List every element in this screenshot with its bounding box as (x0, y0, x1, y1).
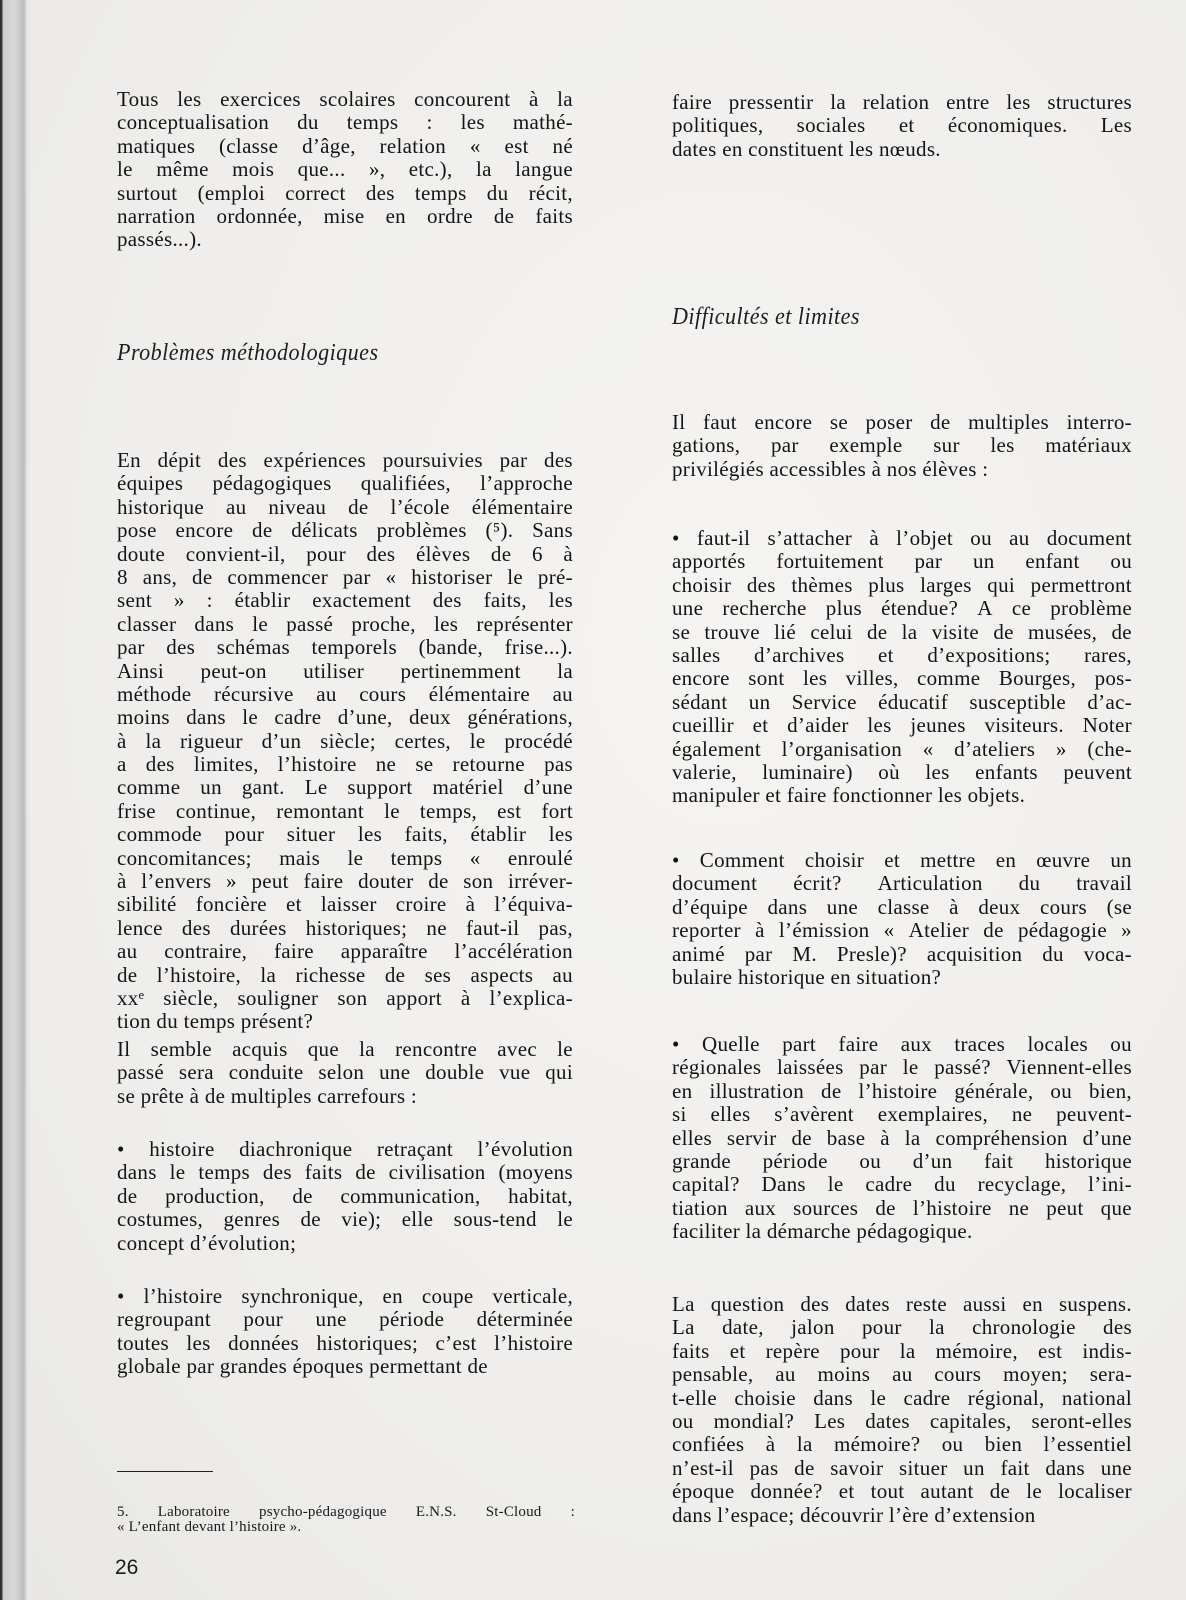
text-line: a des limites, l’histoire ne se retourne pas (117, 752, 573, 777)
text-line: • l’histoire synchronique, en coupe verticale, (117, 1284, 573, 1308)
document-page (30, 0, 1186, 1600)
text-line: historique au niveau de l’école élémentaire (117, 494, 573, 519)
text-line: confiées à la mémoire? ou bien l’essentiel (672, 1432, 1132, 1457)
text-line: La question des dates reste aussi en suspens. (672, 1292, 1132, 1316)
text-line: grande période ou d’un fait historique (672, 1148, 1132, 1173)
right-bullet-traces-locales (672, 1033, 1132, 1244)
text-line: En dépit des expériences poursuivies par des (117, 448, 573, 472)
text-line: conceptualisation du temps : les mathé- (117, 110, 573, 135)
text-line: concomitances; mais le temps « enroulé (117, 845, 573, 870)
left-bullet-diachronique (117, 1138, 573, 1255)
left-bullet-synchronique (117, 1285, 573, 1379)
text-line: globale par grandes époques permettant de (117, 1354, 488, 1379)
text-line: passés...). (117, 227, 202, 252)
text-line: toutes les données historiques; c’est l’histoire (117, 1330, 573, 1355)
text-line: sédant un Service éducatif susceptible d’ac- (672, 689, 1132, 714)
text-line: gations, par exemple sur les matériaux (672, 433, 1132, 458)
text-line: ou mondial? Les dates capitales, seront-elles (672, 1408, 1132, 1433)
text-line: • Comment choisir et mettre en œuvre un (672, 848, 1132, 872)
text-line: bulaire historique en situation? (672, 964, 942, 989)
text-line: politiques, sociales et économiques. Les (672, 113, 1132, 138)
text-line: également l’organisation « d’ateliers » (che- (672, 736, 1132, 761)
text-line: tiation aux sources de l’histoire ne peut que (672, 1195, 1132, 1220)
right-paragraph-dates (672, 1293, 1132, 1527)
text-line: se prête à de multiples carrefours : (117, 1083, 418, 1108)
left-intro-paragraph (117, 88, 573, 252)
page-number: 26 (115, 1556, 139, 1579)
text-line: capital? Dans le cadre du recyclage, l’ini- (672, 1172, 1132, 1197)
text-line: le même mois que... », etc.), la langue (117, 157, 573, 182)
text-line: à la rigueur d’un siècle; certes, le procédé (117, 728, 573, 753)
text-line: époque donnée? et tout autant de le localiser (672, 1479, 1132, 1504)
text-line: matiques (classe d’âge, relation « est né (117, 133, 573, 158)
text-line: faits et repère pour la mémoire, est indis- (672, 1338, 1132, 1363)
text-line: manipuler et faire fonctionner les objets. (672, 783, 1026, 808)
text-line: équipes pédagogiques qualifiées, l’approche (117, 471, 573, 496)
text-line: comme un gant. Le support matériel d’une (117, 775, 573, 800)
right-bullet-objet (672, 527, 1132, 808)
text-line: dans le temps des faits de civilisation (moyens (117, 1160, 573, 1185)
text-line: privilégiés accessibles à nos élèves : (672, 456, 989, 481)
text-line: si elles s’avèrent exemplaires, ne peuvent- (672, 1102, 1132, 1127)
footnote-line: 5. Laboratoire psycho-pédagogique E.N.S. St-Cloud : (117, 1504, 575, 1520)
text-line: document écrit? Articulation du travail (672, 871, 1132, 896)
text-line: • faut-il s’attacher à l’objet ou au document (672, 526, 1132, 550)
text-line: faciliter la démarche pédagogique. (672, 1219, 973, 1244)
text-line: apportés fortuitement par un enfant ou (672, 549, 1132, 574)
text-line: d’équipe dans une classe à deux cours (se (672, 894, 1132, 919)
left-paragraph-1 (117, 449, 573, 1034)
text-line: n’est-il pas de savoir situer un fait dans une (672, 1455, 1132, 1480)
text-line: animé par M. Presle)? acquisition du voca- (672, 941, 1132, 966)
text-line: passé sera conduite selon une double vue qui (117, 1060, 573, 1085)
text-line: lence des durées historiques; ne faut-il pas, (117, 915, 573, 940)
text-line: encore sont les villes, comme Bourges, pos- (672, 666, 1132, 691)
text-line: à l’envers » peut faire douter de son irréver- (117, 869, 573, 894)
footnote-5 (117, 1505, 575, 1535)
text-line: costumes, genres de vie); elle sous-tend le (117, 1207, 573, 1232)
text-line: reporter à l’émission « Atelier de pédagogie » (672, 918, 1132, 943)
text-line: elles servir de base à la compréhension d’une (672, 1125, 1132, 1150)
text-line: salles d’archives et d’expositions; rares, (672, 642, 1132, 667)
text-line: tion du temps présent? (117, 1009, 314, 1034)
section-heading-problemes: Problèmes méthodologiques (117, 340, 379, 366)
text-line: une recherche plus étendue? A ce problème (672, 596, 1132, 621)
right-paragraph-1 (672, 411, 1132, 481)
text-line: cueillir et d’aider les jeunes visiteurs. Noter (672, 713, 1132, 738)
text-line: au contraire, faire apparaître l’accélération (117, 939, 573, 964)
text-line: dates en constituent les nœuds. (672, 136, 941, 161)
footnote-line: « L’enfant devant l’histoire ». (117, 1519, 302, 1535)
text-line: concept d’évolution; (117, 1230, 297, 1255)
text-line: Tous les exercices scolaires concourent à la (117, 87, 573, 111)
text-line: surtout (emploi correct des temps du récit, (117, 180, 573, 205)
text-line: se trouve lié celui de la visite de musées, de (672, 619, 1132, 644)
text-line: pose encore de délicats problèmes (⁵). Sans (117, 518, 573, 543)
text-line: de production, de communication, habitat, (117, 1183, 573, 1208)
text-line: sibilité foncière et laisser croire à l’équiva- (117, 892, 573, 917)
text-line: régionales laissées par le passé? Viennent-elles (672, 1055, 1132, 1080)
text-line: pensable, au moins au cours moyen; sera- (672, 1362, 1132, 1387)
text-line: xxᵉ siècle, souligner son apport à l’explica- (117, 985, 573, 1010)
text-line: valerie, luminaire) où les enfants peuvent (672, 759, 1132, 784)
text-line: commode pour situer les faits, établir les (117, 822, 573, 847)
text-line: méthode récursive au cours élémentaire au (117, 681, 573, 706)
text-line: moins dans le cadre d’une, deux générations, (117, 705, 573, 730)
text-line: narration ordonnée, mise en ordre de faits (117, 203, 573, 228)
text-line: classer dans le passé proche, les représenter (117, 611, 573, 636)
left-paragraph-2 (117, 1038, 573, 1108)
section-heading-difficultes: Difficultés et limites (672, 304, 860, 330)
footnote-divider (117, 1471, 213, 1472)
text-line: t-elle choisie dans le cadre régional, national (672, 1385, 1132, 1410)
text-line: Il semble acquis que la rencontre avec le (117, 1037, 573, 1061)
text-line: faire pressentir la relation entre les structures (672, 90, 1132, 114)
text-line: frise continue, remontant le temps, est fort (117, 798, 573, 823)
text-line: regroupant pour une période déterminée (117, 1307, 573, 1332)
right-intro-paragraph (672, 91, 1132, 161)
text-line: Il faut encore se poser de multiples interro- (672, 410, 1132, 434)
text-line: par des schémas temporels (bande, frise...). (117, 635, 573, 660)
text-line: Ainsi peut-on utiliser pertinemment la (117, 658, 573, 683)
text-line: de l’histoire, la richesse de ses aspects au (117, 962, 573, 987)
right-bullet-document-ecrit (672, 849, 1132, 989)
text-line: doute convient-il, pour des élèves de 6 à (117, 541, 573, 566)
text-line: sent » : établir exactement des faits, les (117, 588, 573, 613)
text-line: • histoire diachronique retraçant l’évolution (117, 1137, 573, 1161)
text-line: • Quelle part faire aux traces locales ou (672, 1032, 1132, 1056)
text-line: en illustration de l’histoire générale, ou bien, (672, 1078, 1132, 1103)
text-line: La date, jalon pour la chronologie des (672, 1315, 1132, 1340)
text-line: dans l’espace; découvrir l’ère d’extension (672, 1502, 1036, 1527)
book-binding-edge (0, 0, 30, 1600)
text-line: choisir des thèmes plus larges qui permettront (672, 572, 1132, 597)
text-line: 8 ans, de commencer par « historiser le pré- (117, 564, 573, 589)
